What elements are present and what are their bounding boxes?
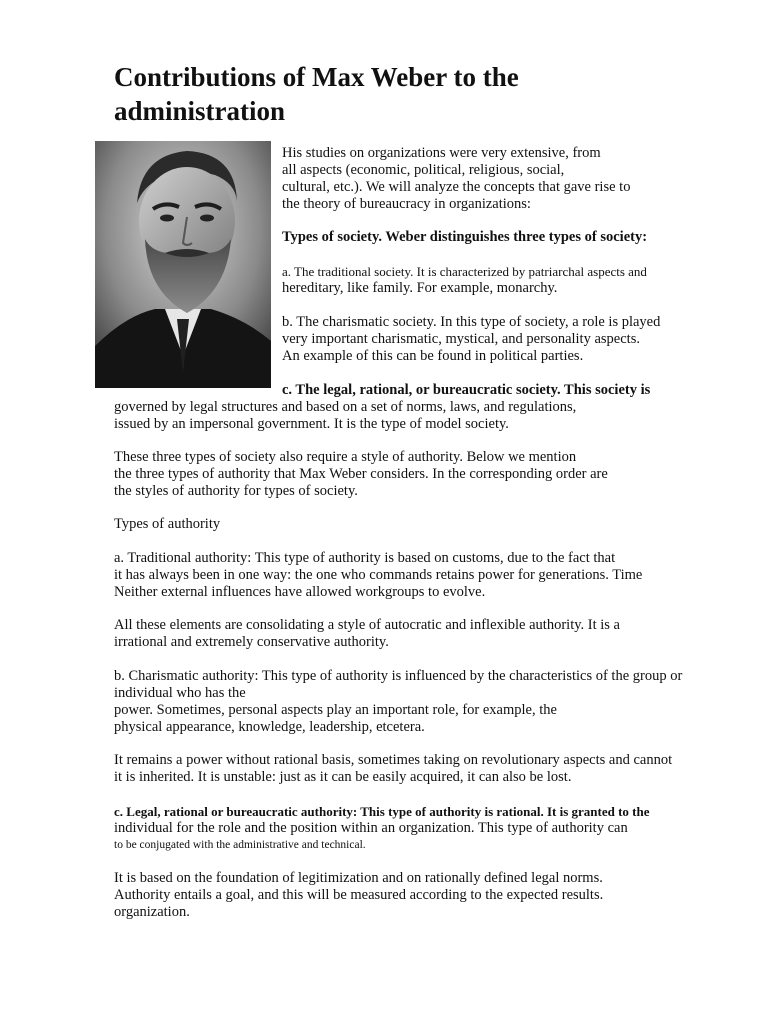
- text-line: individual for the role and the position within an organization. This type of authority can: [114, 820, 628, 836]
- text-line: the styles of authority for types of society.: [114, 483, 358, 499]
- text-line: His studies on organizations were very extensive, from: [282, 145, 601, 161]
- text-line: b. The charismatic society. In this type of society, a role is played: [282, 314, 661, 330]
- portrait-photo-icon: [95, 141, 271, 388]
- text-line-bold: c. Legal, rational or bureaucratic authority: This type of authority is rational. It is granted to the: [114, 804, 650, 819]
- text-line: the three types of authority that Max Weber considers. In the corresponding order are: [114, 466, 608, 482]
- text-line: a. The traditional society. It is characterized by patriarchal aspects and: [282, 264, 647, 279]
- text-line: cultural, etc.). We will analyze the concepts that gave rise to: [282, 179, 631, 195]
- text-line: b. Charismatic authority: This type of authority is influenced by the characteristics of the group or: [114, 668, 683, 684]
- section-heading: Types of society. Weber distinguishes three types of society:: [282, 229, 648, 245]
- title-line-1: Contributions of Max Weber to the: [114, 62, 519, 92]
- page-title: [114, 60, 674, 128]
- text-line: All these elements are consolidating a style of autocratic and inflexible authority. It is a: [114, 617, 620, 633]
- text-line: power. Sometimes, personal aspects play an important role, for example, the: [114, 702, 557, 718]
- text-line: hereditary, like family. For example, monarchy.: [282, 280, 558, 296]
- text-line: to be conjugated with the administrative and technical.: [114, 839, 366, 851]
- text-line-bold: c. The legal, rational, or bureaucratic society. This society is: [282, 382, 651, 398]
- text-line: issued by an impersonal government. It is the type of model society.: [114, 416, 509, 432]
- text-line: Authority entails a goal, and this will be measured according to the expected results.: [114, 887, 604, 903]
- text-line: very important charismatic, mystical, and personality aspects.: [282, 331, 640, 347]
- text-line: individual who has the: [114, 685, 246, 701]
- text-line: organization.: [114, 904, 190, 920]
- text-line: An example of this can be found in political parties.: [282, 348, 584, 364]
- text-line: it has always been in one way: the one who commands retains power for generations. Time: [114, 567, 643, 583]
- text-line: It remains a power without rational basis, sometimes taking on revolutionary aspects and cannot: [114, 752, 673, 768]
- text-line: irrational and extremely conservative authority.: [114, 634, 389, 650]
- text-line: Neither external influences have allowed workgroups to evolve.: [114, 584, 486, 600]
- text-line: a. Traditional authority: This type of authority is based on customs, due to the fact that: [114, 550, 616, 566]
- text-line: it is inherited. It is unstable: just as it can be easily acquired, it can also be lost.: [114, 769, 572, 785]
- text-line: These three types of society also require a style of authority. Below we mention: [114, 449, 577, 465]
- title-line-2: administration: [114, 96, 286, 126]
- text-line: the theory of bureaucracy in organizations:: [282, 196, 531, 212]
- text-line: all aspects (economic, political, religious, social,: [282, 162, 565, 178]
- text-line: It is based on the foundation of legitimization and on rationally defined legal norms.: [114, 870, 603, 886]
- text-line: governed by legal structures and based on a set of norms, laws, and regulations,: [114, 399, 577, 415]
- section-heading: Types of authority: [114, 516, 221, 532]
- text-line: physical appearance, knowledge, leadership, etcetera.: [114, 719, 425, 735]
